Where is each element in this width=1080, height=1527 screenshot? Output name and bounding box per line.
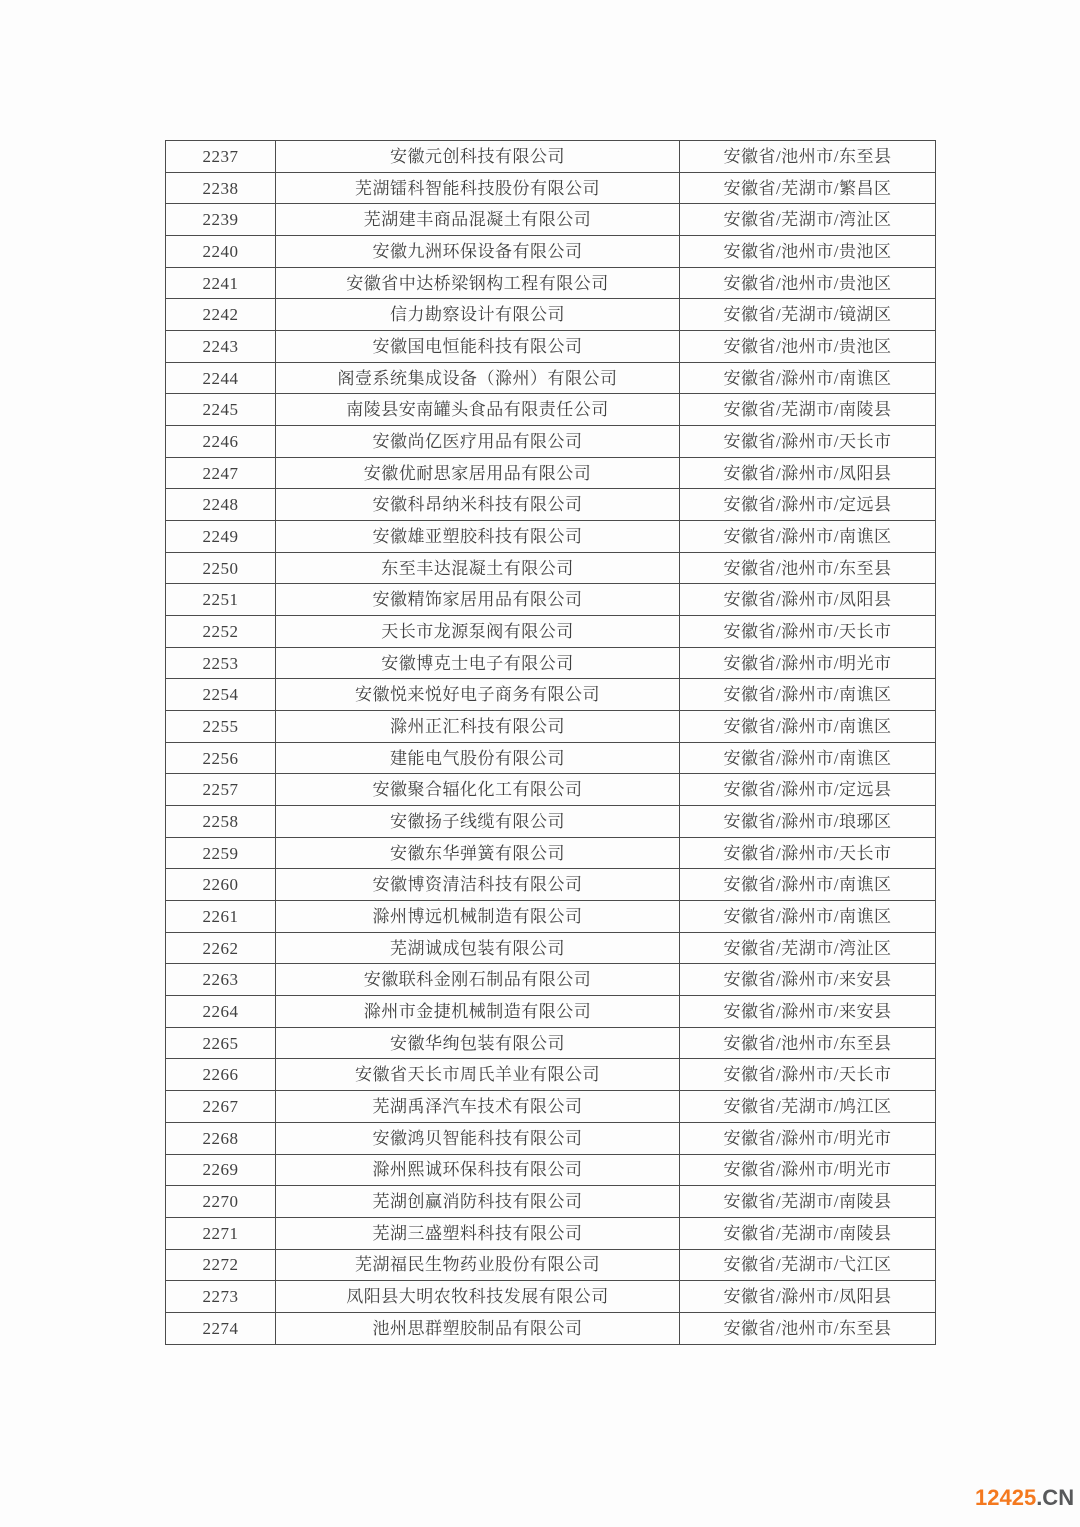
table-row (166, 457, 936, 489)
row-number-cell: 2267 (166, 1091, 276, 1123)
region-cell: 安徽省/芜湖市/南陵县 (680, 394, 936, 426)
region-cell: 安徽省/池州市/贵池区 (680, 236, 936, 268)
row-number-cell: 2255 (166, 711, 276, 743)
row-number-cell: 2259 (166, 837, 276, 869)
row-number-cell: 2265 (166, 1027, 276, 1059)
region-cell: 安徽省/芜湖市/湾沚区 (680, 204, 936, 236)
table-row (166, 362, 936, 394)
table-row (166, 1122, 936, 1154)
row-number-cell: 2237 (166, 141, 276, 173)
region-cell: 安徽省/滁州市/天长市 (680, 1059, 936, 1091)
region-cell: 安徽省/滁州市/天长市 (680, 616, 936, 648)
company-name-cell: 滁州熙诚环保科技有限公司 (276, 1154, 680, 1186)
row-number-cell: 2260 (166, 869, 276, 901)
table-row (166, 1312, 936, 1344)
row-number-cell: 2248 (166, 489, 276, 521)
company-name-cell: 天长市龙源泵阀有限公司 (276, 616, 680, 648)
company-name-cell: 安徽联科金刚石制品有限公司 (276, 964, 680, 996)
company-name-cell: 芜湖诚成包装有限公司 (276, 932, 680, 964)
table-row (166, 1154, 936, 1186)
company-name-cell: 安徽博资清洁科技有限公司 (276, 869, 680, 901)
table-row (166, 996, 936, 1028)
table-row (166, 426, 936, 458)
table-row (166, 584, 936, 616)
region-cell: 安徽省/池州市/东至县 (680, 1312, 936, 1344)
table-row (166, 1059, 936, 1091)
row-number-cell: 2269 (166, 1154, 276, 1186)
row-number-cell: 2254 (166, 679, 276, 711)
region-cell: 安徽省/芜湖市/镜湖区 (680, 299, 936, 331)
table-row (166, 774, 936, 806)
region-cell: 安徽省/滁州市/南谯区 (680, 679, 936, 711)
company-name-cell: 安徽扬子线缆有限公司 (276, 806, 680, 838)
region-cell: 安徽省/滁州市/来安县 (680, 964, 936, 996)
table-row (166, 1281, 936, 1313)
row-number-cell: 2241 (166, 267, 276, 299)
table-row (166, 394, 936, 426)
row-number-cell: 2243 (166, 331, 276, 363)
row-number-cell: 2261 (166, 901, 276, 933)
company-name-cell: 信力勘察设计有限公司 (276, 299, 680, 331)
company-name-cell: 滁州市金捷机械制造有限公司 (276, 996, 680, 1028)
table-row (166, 1217, 936, 1249)
site-watermark (975, 1487, 1074, 1509)
region-cell: 安徽省/滁州市/南谯区 (680, 711, 936, 743)
table-row (166, 1091, 936, 1123)
region-cell: 安徽省/滁州市/来安县 (680, 996, 936, 1028)
company-name-cell: 芜湖镭科智能科技股份有限公司 (276, 172, 680, 204)
row-number-cell: 2271 (166, 1217, 276, 1249)
company-name-cell: 安徽鸿贝智能科技有限公司 (276, 1122, 680, 1154)
row-number-cell: 2272 (166, 1249, 276, 1281)
table-row (166, 267, 936, 299)
region-cell: 安徽省/滁州市/明光市 (680, 1122, 936, 1154)
region-cell: 安徽省/池州市/东至县 (680, 1027, 936, 1059)
table-row (166, 331, 936, 363)
region-cell: 安徽省/池州市/贵池区 (680, 267, 936, 299)
company-name-cell: 安徽悦来悦好电子商务有限公司 (276, 679, 680, 711)
region-cell: 安徽省/滁州市/南谯区 (680, 869, 936, 901)
company-name-cell: 芜湖创赢消防科技有限公司 (276, 1186, 680, 1218)
table-row (166, 616, 936, 648)
table-row (166, 742, 936, 774)
region-cell: 安徽省/滁州市/定远县 (680, 489, 936, 521)
company-name-cell: 安徽华绚包装有限公司 (276, 1027, 680, 1059)
region-cell: 安徽省/芜湖市/繁昌区 (680, 172, 936, 204)
region-cell: 安徽省/滁州市/凤阳县 (680, 584, 936, 616)
row-number-cell: 2268 (166, 1122, 276, 1154)
region-cell: 安徽省/滁州市/明光市 (680, 1154, 936, 1186)
row-number-cell: 2246 (166, 426, 276, 458)
row-number-cell: 2270 (166, 1186, 276, 1218)
region-cell: 安徽省/芜湖市/弋江区 (680, 1249, 936, 1281)
table-row (166, 711, 936, 743)
row-number-cell: 2263 (166, 964, 276, 996)
company-name-cell: 滁州正汇科技有限公司 (276, 711, 680, 743)
company-name-cell: 芜湖禹泽汽车技术有限公司 (276, 1091, 680, 1123)
table-row (166, 647, 936, 679)
region-cell: 安徽省/滁州市/南谯区 (680, 362, 936, 394)
row-number-cell: 2262 (166, 932, 276, 964)
row-number-cell: 2273 (166, 1281, 276, 1313)
company-name-cell: 凤阳县大明农牧科技发展有限公司 (276, 1281, 680, 1313)
table-row (166, 299, 936, 331)
company-name-cell: 芜湖建丰商品混凝土有限公司 (276, 204, 680, 236)
table-row (166, 869, 936, 901)
company-name-cell: 南陵县安南罐头食品有限责任公司 (276, 394, 680, 426)
row-number-cell: 2242 (166, 299, 276, 331)
row-number-cell: 2252 (166, 616, 276, 648)
region-cell: 安徽省/芜湖市/湾沚区 (680, 932, 936, 964)
company-name-cell: 安徽国电恒能科技有限公司 (276, 331, 680, 363)
table-row (166, 521, 936, 553)
table-row (166, 172, 936, 204)
table-row (166, 552, 936, 584)
table-row (166, 204, 936, 236)
watermark-number: 12425 (975, 1485, 1037, 1510)
row-number-cell: 2244 (166, 362, 276, 394)
company-name-cell: 安徽尚亿医疗用品有限公司 (276, 426, 680, 458)
company-name-cell: 芜湖三盛塑料科技有限公司 (276, 1217, 680, 1249)
watermark-domain: .CN (1036, 1485, 1075, 1510)
row-number-cell: 2238 (166, 172, 276, 204)
row-number-cell: 2250 (166, 552, 276, 584)
row-number-cell: 2249 (166, 521, 276, 553)
table-row (166, 964, 936, 996)
table-row (166, 1027, 936, 1059)
row-number-cell: 2245 (166, 394, 276, 426)
company-name-cell: 安徽优耐思家居用品有限公司 (276, 457, 680, 489)
company-name-cell: 安徽科昂纳米科技有限公司 (276, 489, 680, 521)
region-cell: 安徽省/滁州市/琅琊区 (680, 806, 936, 838)
table-row (166, 141, 936, 173)
table-row (166, 1249, 936, 1281)
row-number-cell: 2251 (166, 584, 276, 616)
row-number-cell: 2247 (166, 457, 276, 489)
row-number-cell: 2258 (166, 806, 276, 838)
company-table (165, 140, 936, 1345)
table-row (166, 679, 936, 711)
region-cell: 安徽省/滁州市/南谯区 (680, 742, 936, 774)
company-name-cell: 安徽九洲环保设备有限公司 (276, 236, 680, 268)
region-cell: 安徽省/芜湖市/鸠江区 (680, 1091, 936, 1123)
table-row (166, 806, 936, 838)
company-name-cell: 安徽省天长市周氏羊业有限公司 (276, 1059, 680, 1091)
region-cell: 安徽省/芜湖市/南陵县 (680, 1217, 936, 1249)
company-name-cell: 建能电气股份有限公司 (276, 742, 680, 774)
row-number-cell: 2256 (166, 742, 276, 774)
company-name-cell: 安徽博克士电子有限公司 (276, 647, 680, 679)
row-number-cell: 2264 (166, 996, 276, 1028)
row-number-cell: 2240 (166, 236, 276, 268)
region-cell: 安徽省/池州市/东至县 (680, 552, 936, 584)
table-row (166, 837, 936, 869)
company-name-cell: 阁壹系统集成设备（滁州）有限公司 (276, 362, 680, 394)
table-row (166, 932, 936, 964)
region-cell: 安徽省/滁州市/南谯区 (680, 521, 936, 553)
region-cell: 安徽省/芜湖市/南陵县 (680, 1186, 936, 1218)
row-number-cell: 2274 (166, 1312, 276, 1344)
company-name-cell: 安徽省中达桥梁钢构工程有限公司 (276, 267, 680, 299)
table-row (166, 1186, 936, 1218)
region-cell: 安徽省/池州市/东至县 (680, 141, 936, 173)
row-number-cell: 2257 (166, 774, 276, 806)
region-cell: 安徽省/滁州市/凤阳县 (680, 1281, 936, 1313)
region-cell: 安徽省/滁州市/天长市 (680, 426, 936, 458)
company-name-cell: 池州思群塑胶制品有限公司 (276, 1312, 680, 1344)
company-name-cell: 安徽精饰家居用品有限公司 (276, 584, 680, 616)
row-number-cell: 2239 (166, 204, 276, 236)
region-cell: 安徽省/滁州市/天长市 (680, 837, 936, 869)
company-name-cell: 芜湖福民生物药业股份有限公司 (276, 1249, 680, 1281)
table-row (166, 236, 936, 268)
region-cell: 安徽省/滁州市/南谯区 (680, 901, 936, 933)
region-cell: 安徽省/池州市/贵池区 (680, 331, 936, 363)
company-name-cell: 安徽雄亚塑胶科技有限公司 (276, 521, 680, 553)
table-row (166, 901, 936, 933)
row-number-cell: 2253 (166, 647, 276, 679)
region-cell: 安徽省/滁州市/凤阳县 (680, 457, 936, 489)
company-name-cell: 东至丰达混凝土有限公司 (276, 552, 680, 584)
company-name-cell: 安徽元创科技有限公司 (276, 141, 680, 173)
row-number-cell: 2266 (166, 1059, 276, 1091)
region-cell: 安徽省/滁州市/定远县 (680, 774, 936, 806)
table-row (166, 489, 936, 521)
region-cell: 安徽省/滁州市/明光市 (680, 647, 936, 679)
company-name-cell: 滁州博远机械制造有限公司 (276, 901, 680, 933)
company-name-cell: 安徽东华弹簧有限公司 (276, 837, 680, 869)
company-name-cell: 安徽聚合辐化化工有限公司 (276, 774, 680, 806)
